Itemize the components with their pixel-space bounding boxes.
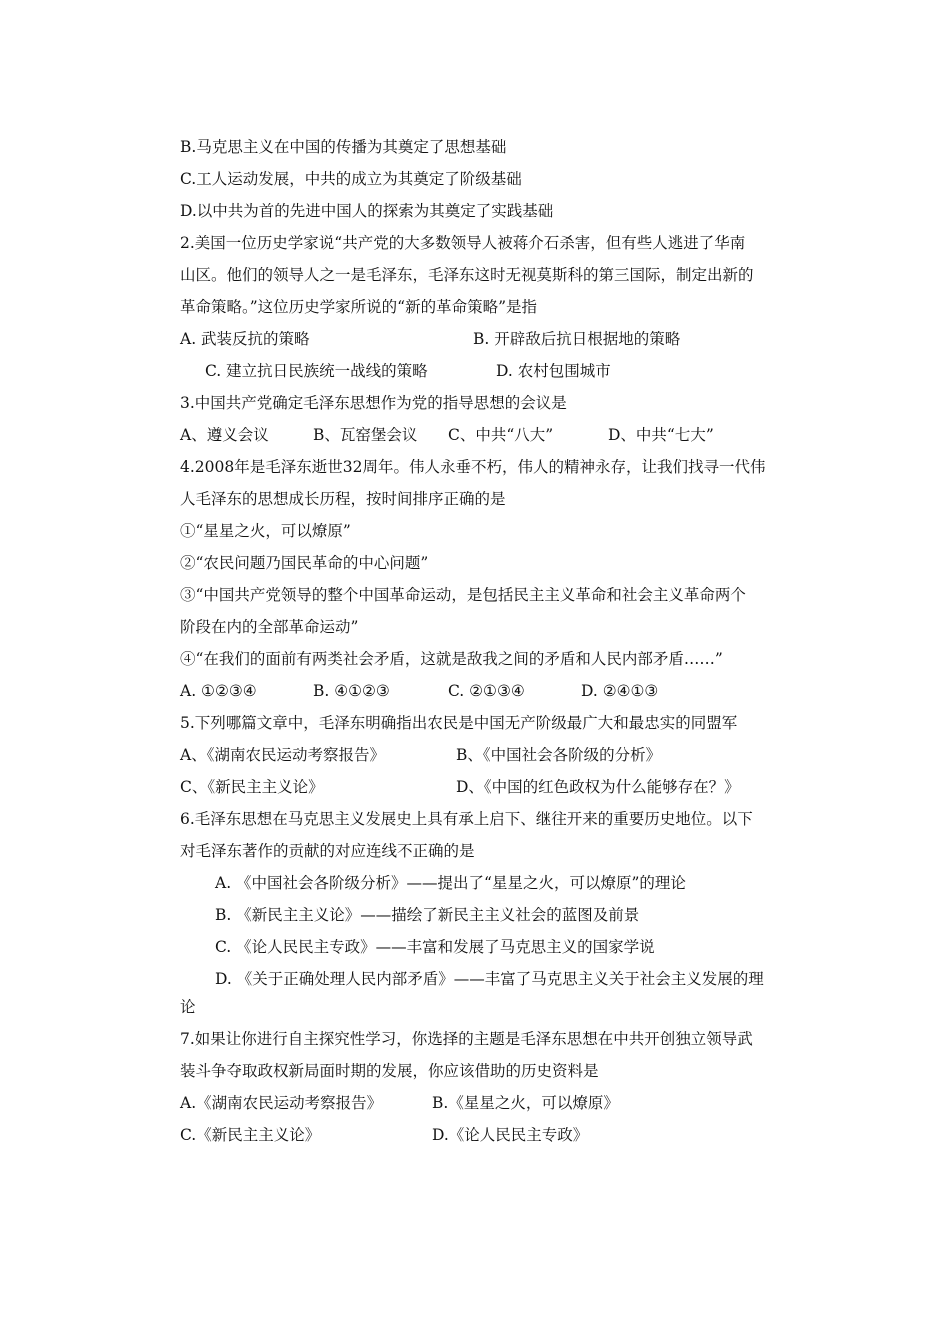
q3-option-a: A、遵义会议 [180,426,269,444]
q5-option-c: C、《新民主主义论》 [180,778,324,796]
q1-option-d: D.以中共为首的先进中国人的探索为其奠定了实践基础 [180,202,554,220]
q6-option-c: C. 《论人民民主专政》——丰富和发展了马克思主义的国家学说 [215,938,655,956]
q2-option-c: C. 建立抗日民族统一战线的策略 [205,362,428,380]
q4-item-1: ①“星星之火，可以燎原” [180,522,351,540]
q4-option-c: C. ②①③④ [448,682,525,700]
q5-option-b: B、《中国社会各阶级的分析》 [456,746,662,764]
q3-option-c: C、中共“八大” [448,426,554,444]
q4-option-d: D. ②④①③ [581,682,659,700]
q4-item-2: ②“农民问题乃国民革命的中心问题” [180,554,429,572]
q1-option-b: B.马克思主义在中国的传播为其奠定了思想基础 [180,138,507,156]
q2-option-a: A. 武装反抗的策略 [180,330,310,348]
q4-stem-line2: 人毛泽东的思想成长历程，按时间排序正确的是 [180,490,506,508]
q2-stem-line3: 革命策略。”这位历史学家所说的“新的革命策略”是指 [180,298,538,316]
q4-option-b: B. ④①②③ [313,682,390,700]
q2-stem-line1: 2.美国一位历史学家说“共产党的大多数领导人被蒋介石杀害，但有些人逃进了华南 [180,234,746,252]
q5-option-d: D、《中国的红色政权为什么能够存在？》 [456,778,740,796]
q6-stem-line2: 对毛泽东著作的贡献的对应连线不正确的是 [180,842,475,860]
q7-stem-line2: 装斗争夺取政权新局面时期的发展，你应该借助的历史资料是 [180,1062,599,1080]
q7-option-a: A.《湖南农民运动考察报告》 [180,1094,383,1112]
q4-option-a: A. ①②③④ [180,682,257,700]
q5-stem: 5.下列哪篇文章中，毛泽东明确指出农民是中国无产阶级最广大和最忠实的同盟军 [180,714,738,732]
q7-option-c: C.《新民主主义论》 [180,1126,321,1144]
q1-option-c: C.工人运动发展，中共的成立为其奠定了阶级基础 [180,170,522,188]
q5-option-a: A、《湖南农民运动考察报告》 [180,746,385,764]
q7-stem-line1: 7.如果让你进行自主探究性学习，你选择的主题是毛泽东思想在中共开创独立领导武 [180,1030,753,1048]
q7-option-d: D.《论人民民主专政》 [432,1126,589,1144]
q6-option-d-cont: 论 [180,998,196,1016]
q3-option-b: B、瓦窑堡会议 [313,426,418,444]
q4-item-3: ③“中国共产党领导的整个中国革命运动，是包括民主主义革命和社会主义革命两个 [180,586,746,604]
q4-item-4: ④“在我们的面前有两类社会矛盾，这就是敌我之间的矛盾和人民内部矛盾……” [180,650,723,668]
q2-option-b: B. 开辟敌后抗日根据地的策略 [473,330,681,348]
q6-option-a: A. 《中国社会各阶级分析》——提出了“星星之火，可以燎原”的理论 [215,874,686,892]
q6-option-d: D. 《关于正确处理人民内部矛盾》——丰富了马克思主义关于社会主义发展的理 [215,970,764,988]
q4-stem-line1: 4.2008年是毛泽东逝世32周年。伟人永垂不朽，伟人的精神永存，让我们找寻一代伟 [180,458,766,476]
q2-option-d: D. 农村包围城市 [496,362,611,380]
q3-stem: 3.中国共产党确定毛泽东思想作为党的指导思想的会议是 [180,394,567,412]
q6-option-b: B. 《新民主主义论》——描绘了新民主主义社会的蓝图及前景 [215,906,640,924]
q7-option-b: B.《星星之火，可以燎原》 [432,1094,619,1112]
q4-item-3-cont: 阶段在内的全部革命运动” [180,618,359,636]
q6-stem-line1: 6.毛泽东思想在马克思主义发展史上具有承上启下、继往开来的重要历史地位。以下 [180,810,753,828]
q3-option-d: D、中共“七大” [608,426,714,444]
q2-stem-line2: 山区。他们的领导人之一是毛泽东，毛泽东这时无视莫斯科的第三国际，制定出新的 [180,266,754,284]
